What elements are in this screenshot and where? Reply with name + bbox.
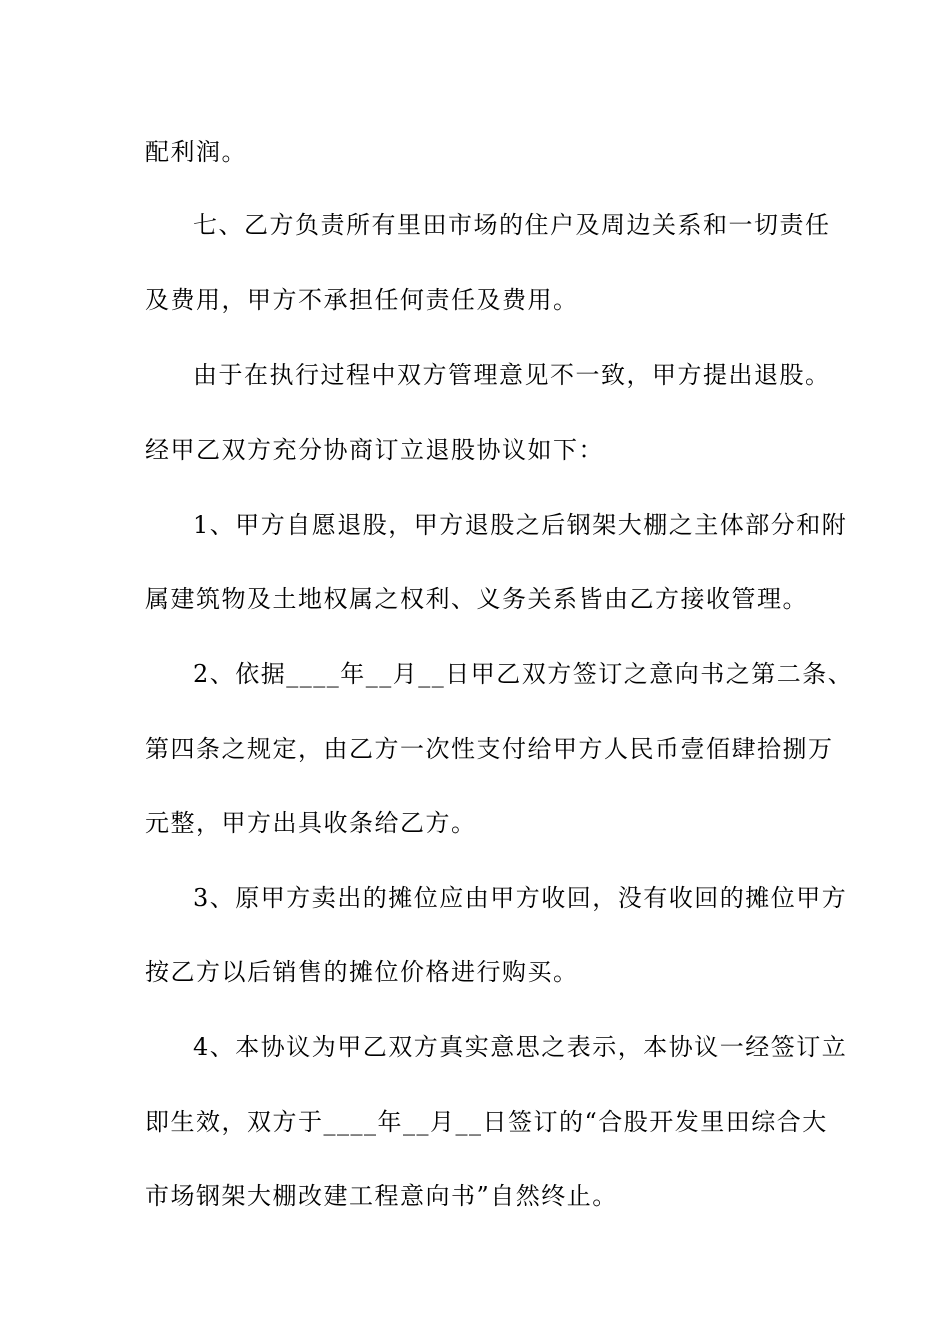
text-line: 由于在执行过程中双方管理意见不一致，甲方提出退股。 xyxy=(193,361,831,389)
text-line: 属建筑物及土地权属之权利、义务关系皆由乙方接收管理。 xyxy=(145,585,808,613)
text-line: 市场钢架大棚改建工程意向书”自然终止。 xyxy=(145,1182,618,1210)
text-line: 配利润。 xyxy=(145,138,247,166)
text-line: 4、本协议为甲乙双方真实意思之表示，本协议一经签订立 xyxy=(193,1033,848,1061)
text-line: 元整，甲方出具收条给乙方。 xyxy=(145,809,477,837)
text-line: 第四条之规定，由乙方一次性支付给甲方人民币壹佰肆拾捌万 xyxy=(145,735,834,763)
text-line: 3、原甲方卖出的摊位应由甲方收回，没有收回的摊位甲方 xyxy=(193,884,848,912)
text-line: 即生效，双方于____年__月__日签订的“合股开发里田综合大 xyxy=(145,1108,828,1136)
text-line: 经甲乙双方充分协商订立退股协议如下： xyxy=(145,436,604,464)
text-line: 七、乙方负责所有里田市场的住户及周边关系和一切责任 xyxy=(193,211,831,239)
text-line: 及费用，甲方不承担任何责任及费用。 xyxy=(145,286,579,314)
text-line: 按乙方以后销售的摊位价格进行购买。 xyxy=(145,958,579,986)
text-line: 1、甲方自愿退股，甲方退股之后钢架大棚之主体部分和附 xyxy=(193,511,848,539)
text-line: 2、依据____年__月__日甲乙双方签订之意向书之第二条、 xyxy=(193,660,854,688)
